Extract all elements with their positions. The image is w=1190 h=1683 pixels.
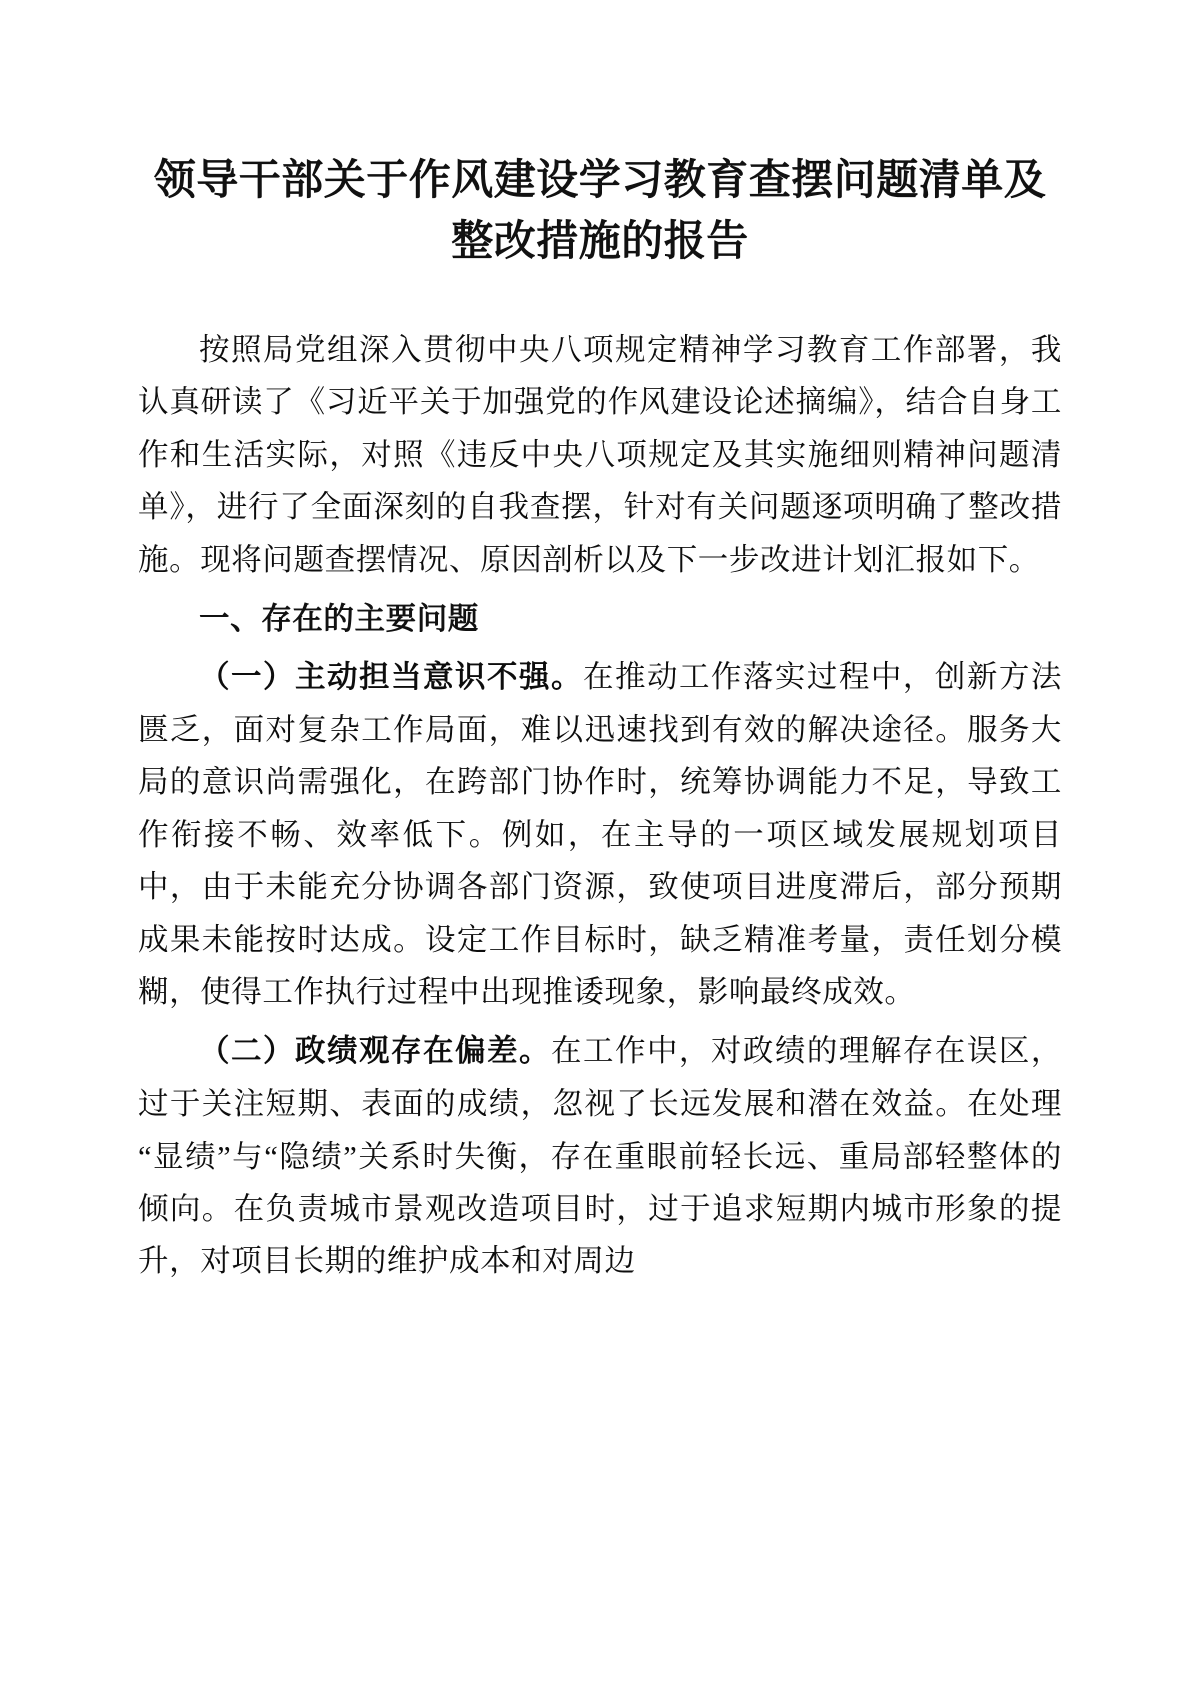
section-heading-main-problems: 一、存在的主要问题 [199, 602, 479, 638]
page-title: 领导干部关于作风建设学习教育查摆问题清单及整改措施的报告 [153, 155, 1047, 265]
problem-item-two-body: 在工作中，对政绩的理解存在误区，过于关注短期、表面的成绩，忽视了长远发展和潜在效益。在处理“显绩”与“隐绩”关系时失衡，存在重眼前轻长远、重局部轻整体的倾向。在负责城市景观改造项目时，过于追求短期内城市形象的提升，对项目长期的维护成本和对周边 [138, 1033, 1062, 1279]
problem-item-two [138, 1025, 1062, 1288]
problem-item-one-body: 在推动工作落实过程中，创新方法匮乏，面对复杂工作局面，难以迅速找到有效的解决途径。服务大局的意识尚需强化，在跨部门协作时，统筹协调能力不足，导致工作衔接不畅、效率低下。例如，在主导的一项区域发展规划项目中，由于未能充分协调各部门资源，致使项目进度滞后，部分预期成果未能按时达成。设定工作目标时，缺乏精准考量，责任划分模糊，使得工作执行过程中出现推诿现象，影响最终成效。 [138, 659, 1062, 1010]
problem-item-one-lead: （一）主动担当意识不强。 [199, 659, 583, 695]
problem-item-two-lead: （二）政绩观存在偏差。 [199, 1033, 551, 1069]
problem-item-one [138, 651, 1062, 1019]
intro-paragraph: 按照局党组深入贯彻中央八项规定精神学习教育工作部署，我认真研读了《习近平关于加强党的作风建设论述摘编》，结合自身工作和生活实际，对照《违反中央八项规定及其实施细则精神问题清单》，进行了全面深刻的自我查摆，针对有关问题逐项明确了整改措施。现将问题查摆情况、原因剖析以及下一步改进计划汇报如下。 [138, 332, 1062, 577]
